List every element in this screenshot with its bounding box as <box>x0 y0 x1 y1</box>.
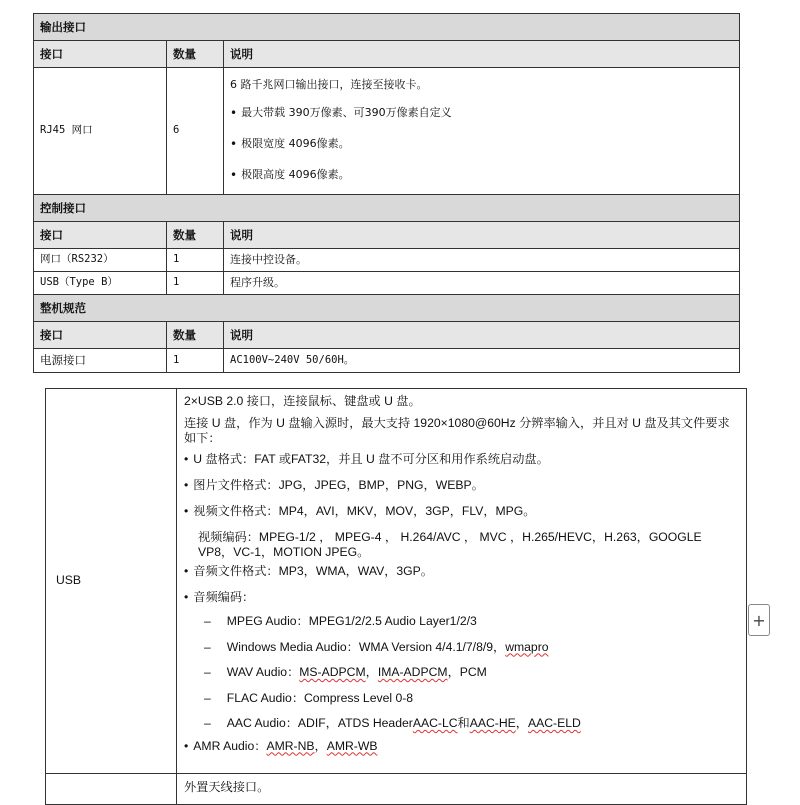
rj45-name: RJ45 网口 <box>34 68 167 195</box>
spell-marked-word: AMR-NB <box>266 738 315 753</box>
header-row <box>34 322 740 349</box>
usb-bullet: • 音频编码： <box>184 590 740 605</box>
rj45-desc-bullet: • 极限高度 4096像素。 <box>230 160 733 191</box>
usb-bullet <box>184 739 740 754</box>
usb-bullet: • 视频文件格式：MP4，AVI，MKV，MOV，3GP，FLV，MPG。 <box>184 504 740 519</box>
table-row-rj45 <box>34 68 740 195</box>
usb-desc <box>177 389 747 774</box>
amr-text: ， <box>314 738 327 753</box>
usb-bullet: • 音频文件格式：MP3，WMA，WAV，3GP。 <box>184 564 740 579</box>
header-desc: 说明 <box>224 222 740 249</box>
audio-codec-text: – WAV Audio： <box>226 665 300 680</box>
usb-bullet: • 图片文件格式：JPG，JPEG，BMP，PNG，WEBP。 <box>184 478 740 493</box>
header-desc: 说明 <box>224 322 740 349</box>
table-row <box>34 272 740 295</box>
rj45-desc-bullet: • 极限宽度 4096像素。 <box>230 129 733 160</box>
audio-codec-text: – AAC Audio：ADIF，ATDS Header <box>226 716 413 731</box>
audio-codec-item <box>184 635 740 661</box>
usb-line: 2×USB 2.0 接口，连接鼠标、键盘或 U 盘。 <box>184 394 421 408</box>
table-row-usb <box>46 389 747 774</box>
rj45-desc-line: 6 路千兆网口输出接口，连接至接收卡。 <box>230 77 428 91</box>
header-count: 数量 <box>167 222 224 249</box>
table-row <box>34 349 740 373</box>
spell-marked-word: AAC-LC <box>412 716 458 731</box>
audio-codec-item <box>184 686 740 712</box>
row-desc: AC100V~240V 50/60H。 <box>224 349 740 373</box>
spell-marked-word: AAC-HE <box>469 716 516 731</box>
row-desc: 程序升级。 <box>224 272 740 295</box>
header-row <box>34 41 740 68</box>
spell-marked-word: MS-ADPCM <box>299 665 366 680</box>
section-title-output: 输出接口 <box>34 14 740 41</box>
row-count: 1 <box>167 349 224 373</box>
section-row-machine <box>34 295 740 322</box>
spell-marked-word: IMA-ADPCM <box>377 665 448 680</box>
section-title-control: 控制接口 <box>34 195 740 222</box>
row-name: 电源接口 <box>34 349 167 373</box>
audio-codec-text: ， <box>515 716 528 731</box>
header-count: 数量 <box>167 41 224 68</box>
usb-bullet: • U 盘格式：FAT 或FAT32，并且 U 盘不可分区和用作系统启动盘。 <box>184 452 740 467</box>
audio-codec-text: – MPEG Audio：MPEG1/2/2.5 Audio Layer1/2/3 <box>226 614 477 629</box>
spec-table-top <box>33 13 740 373</box>
row-name: USB（Type B） <box>34 272 167 295</box>
audio-codec-item <box>184 660 740 686</box>
section-row-control <box>34 195 740 222</box>
header-count: 数量 <box>167 322 224 349</box>
add-button[interactable]: + <box>748 604 770 636</box>
audio-codec-text: 和 <box>457 716 470 731</box>
spell-marked-word: AAC-ELD <box>527 716 581 731</box>
rj45-desc <box>224 68 740 195</box>
header-row <box>34 222 740 249</box>
spell-marked-word: AMR-WB <box>326 738 378 753</box>
audio-codec-text: – Windows Media Audio：WMA Version 4/4.1/7/8/9， <box>226 639 506 654</box>
row-count: 1 <box>167 249 224 272</box>
usb-video-codec: 视频编码：MPEG-1/2 ， MPEG-4 ， H.264/AVC ， MVC ，H.265/HEVC，H.263，GOOGLE VP8，VC-1，MOTION JPEG。 <box>198 530 702 559</box>
header-interface: 接口 <box>34 322 167 349</box>
section-title-machine: 整机规范 <box>34 295 740 322</box>
row-name: 网口（RS232） <box>34 249 167 272</box>
antenna-desc: 外置天线接口。 <box>177 774 747 805</box>
header-desc: 说明 <box>224 41 740 68</box>
section-row-output <box>34 14 740 41</box>
spell-marked-word: wmapro <box>505 639 549 654</box>
amr-text: AMR Audio： <box>193 738 267 753</box>
audio-codec-item <box>184 711 740 737</box>
rj45-count: 6 <box>167 68 224 195</box>
audio-codec-text: ，PCM <box>447 665 487 680</box>
header-interface: 接口 <box>34 222 167 249</box>
usb-line: 连接 U 盘，作为 U 盘输入源时，最大支持 1920×1080@60Hz 分辨率输入，并且对 U 盘及其文件要求如下： <box>184 416 730 445</box>
audio-codec-item <box>184 609 740 635</box>
audio-codec-text: ， <box>365 665 378 680</box>
table-row <box>34 249 740 272</box>
audio-codec-text: – FLAC Audio：Compress Level 0-8 <box>226 690 414 705</box>
usb-name: USB <box>46 389 177 774</box>
spec-table-usb <box>45 388 747 805</box>
row-desc: 连接中控设备。 <box>224 249 740 272</box>
header-interface: 接口 <box>34 41 167 68</box>
row-count: 1 <box>167 272 224 295</box>
rj45-desc-bullet: • 最大带载 390万像素、可390万像素自定义 <box>230 98 733 129</box>
